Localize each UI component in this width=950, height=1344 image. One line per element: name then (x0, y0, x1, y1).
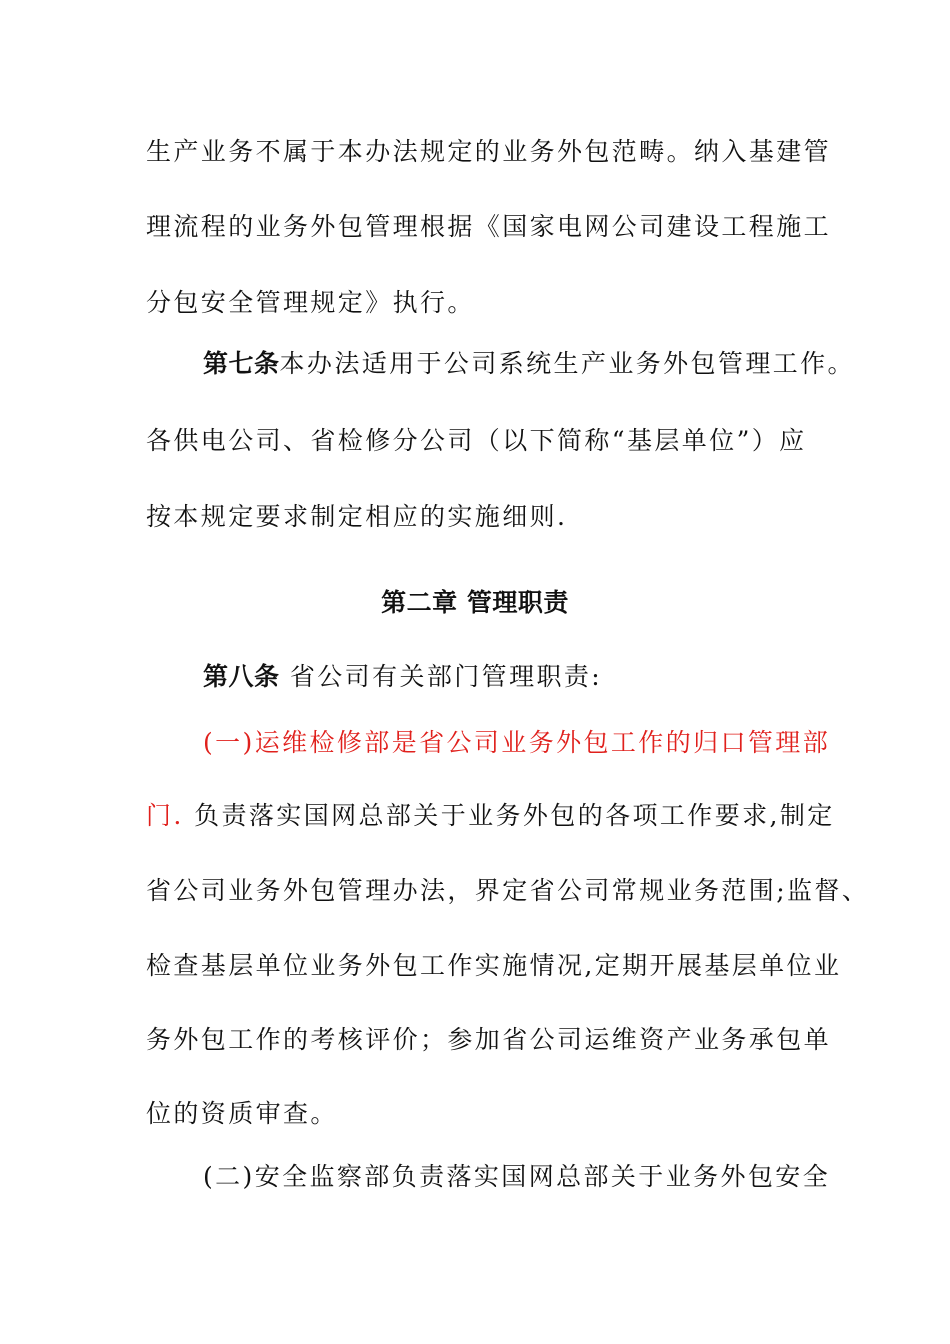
article-8-line-1 (203, 660, 815, 694)
item-1-line-2-rest: 负责落实国网总部关于业务外包的各项工作要求,制定 (183, 801, 835, 830)
item-1-line-4: 检查基层单位业务外包工作实施情况,定期开展基层单位业 (146, 951, 842, 980)
item-1-line-2 (146, 799, 835, 833)
article-8-label: 第八条 (203, 662, 280, 691)
article-7-line-3: 按本规定要求制定相应的实施细则. (146, 502, 568, 531)
para-6-line-2: 理流程的业务外包管理根据《国家电网公司建设工程施工 (146, 212, 832, 241)
item-1-line-6: 位的资质审查。 (146, 1099, 338, 1128)
item-1-line-5: 务外包工作的考核评价；参加省公司运维资产业务承包单 (146, 1025, 832, 1054)
item-2-line-1: (二)安全监察部负责落实国网总部关于业务外包安全 (203, 1162, 831, 1191)
para-6-line-3: 分包安全管理规定》执行。 (146, 288, 475, 317)
item-1-line-1: (一)运维检修部是省公司业务外包工作的归口管理部 (203, 728, 831, 757)
item-1-line-3: 省公司业务外包管理办法，界定省公司常规业务范围;监督、 (146, 876, 870, 905)
article-7-line-1 (203, 347, 855, 381)
chapter-2-title: 第二章 管理职责 (381, 588, 569, 617)
article-7-label: 第七条 (203, 349, 280, 378)
article-8-intro: 省公司有关部门管理职责: (279, 662, 603, 691)
article-7-line-2: 各供电公司、省检修分公司（以下简称“基层单位”）应 (146, 426, 807, 455)
article-7-text: 本办法适用于公司系统生产业务外包管理工作。 (279, 349, 855, 378)
para-6-line-1: 生产业务不属于本办法规定的业务外包范畴。纳入基建管 (146, 137, 832, 166)
item-1-red-fragment: 门. (146, 801, 184, 830)
